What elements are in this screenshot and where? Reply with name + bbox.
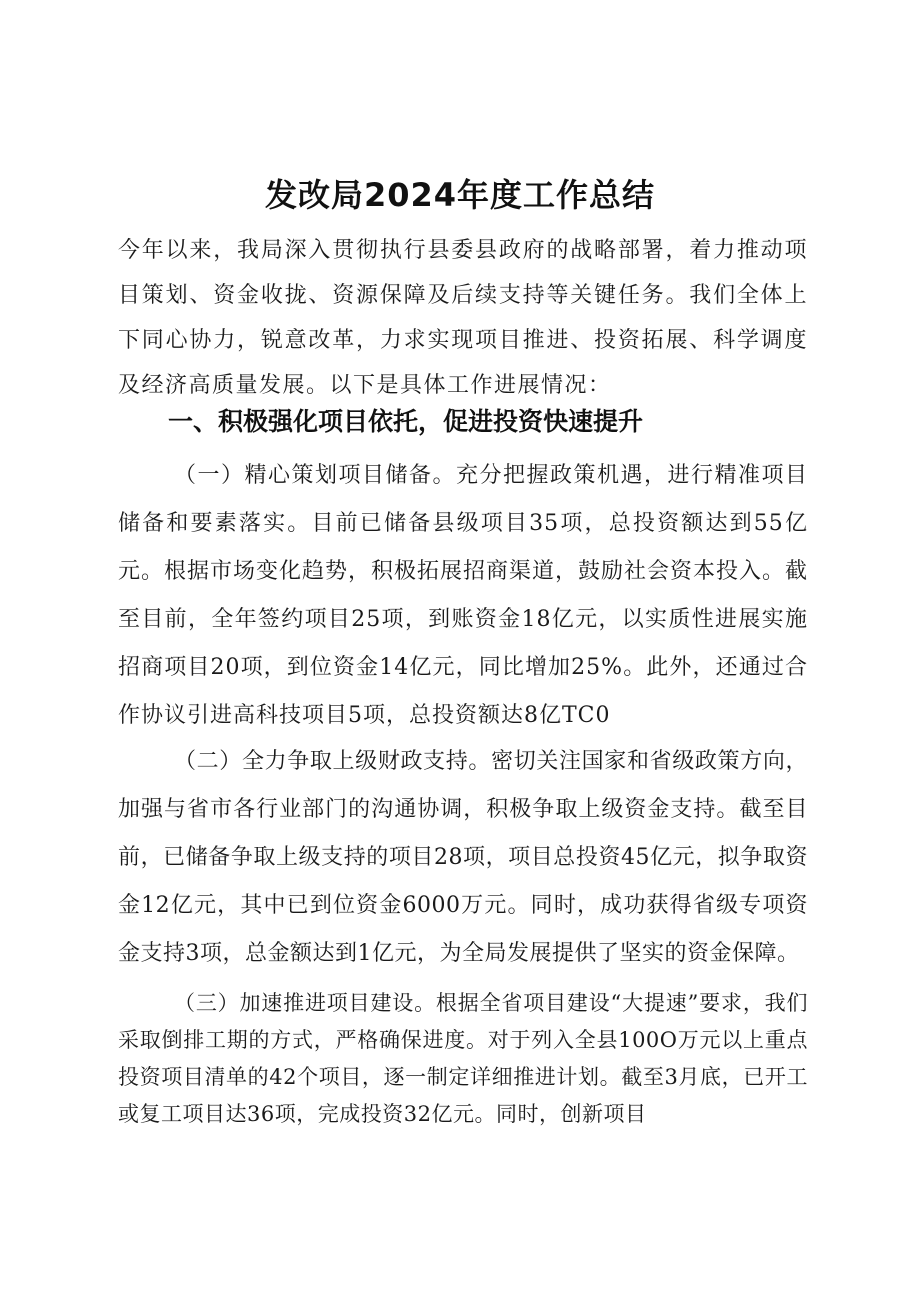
intro-paragraph: 今年以来，我局深入贯彻执行县委县政府的战略部署，着力推动项目策划、资金收拢、资源保障及后续支持等关键任务。我们全体上下同心协力，锐意改革，力求实现项目推进、投资拓展、科学调度及经济高质量发展。以下是具体工作进展情况：: [118, 238, 808, 398]
section-heading-1: 一、积极强化项目依托，促进投资快速提升: [168, 407, 644, 436]
paragraph-project-construction: （三）加速推进项目建设。根据全省项目建设“大提速”要求，我们采取倒排工期的方式，严格确保进度。对于列入全县100O万元以上重点投资项目清单的42个项目，逐一制定详细推进计划。截至3月底，已开工或复工项目达36项，完成投资32亿元。同时，创新项目: [118, 991, 808, 1126]
document-title: 发改局2024年度工作总结: [264, 176, 656, 214]
paragraph-fiscal-support: （二）全力争取上级财政支持。密切关注国家和省级政策方向，加强与省市各行业部门的沟通协调，积极争取上级资金支持。截至目前，已储备争取上级支持的项目28项，项目总投资45亿元，拟争取资金12亿元，其中已到位资金6000万元。同时，成功获得省级专项资金支持3项，总金额达到1亿元，为全局发展提供了坚实的资金保障。: [118, 749, 808, 966]
paragraph-project-reserve: （一）精心策划项目储备。充分把握政策机遇，进行精准项目储备和要素落实。目前已储备县级项目35项，总投资额达到55亿元。根据市场变化趋势，积极拓展招商渠道，鼓励社会资本投入。截至目前，全年签约项目25项，到账资金18亿元，以实质性进展实施招商项目20项，到位资金14亿元，同比增加25%。此外，还通过合作协议引进高科技项目5项，总投资额达8亿TC0: [118, 463, 809, 728]
